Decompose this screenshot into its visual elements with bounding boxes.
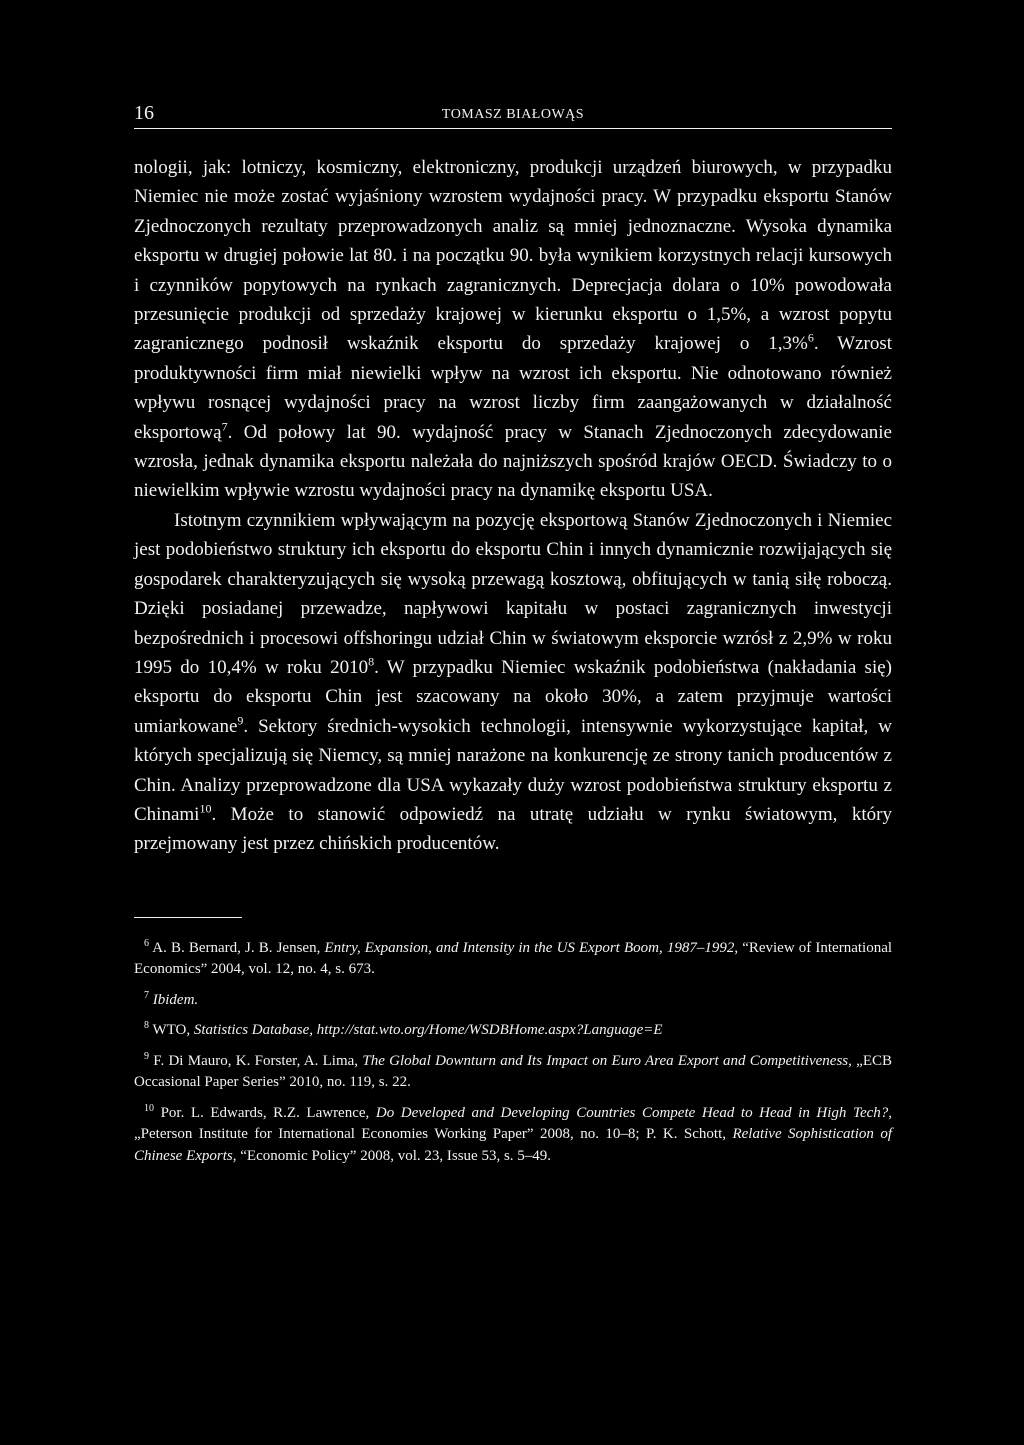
paragraph-2	[134, 506, 892, 859]
footnote-ref-9: 9	[237, 713, 244, 728]
footnote-text: WTO,	[152, 1022, 194, 1039]
footnote-title: Relative Sophistication of Chinese Exports	[134, 1126, 892, 1164]
footnote-text: A. B. Bernard, J. B. Jensen,	[152, 939, 325, 956]
footnote-8	[134, 1020, 892, 1042]
footnote-number: 8	[144, 1020, 149, 1032]
paragraph-2-text-2: . W przypadku Niemiec wskaźnik podobieństwa (nakładania się) eksportu do eksportu Chin jest szacowany na około 30%, a zatem przyjmuje wartości umiarkowane	[134, 656, 892, 737]
paragraph-1-text-2: . Wzrost produktywności firm miał niewielki wpływ na wzrost ich eksportu. Nie odnotowano również wpływu rosnącej wydajności pracy na wzrost liczby firm zaangażowanych w działalność eksportową	[134, 333, 892, 443]
footnote-ref-8: 8	[368, 654, 375, 669]
book-page	[134, 100, 892, 1176]
page-header	[134, 100, 892, 129]
footnote-number: 9	[144, 1050, 149, 1062]
footnote-9	[134, 1051, 892, 1094]
footnote-6	[134, 938, 892, 981]
running-head: TOMASZ BIAŁOWĄS	[441, 107, 585, 122]
footnote-ref-10: 10	[199, 801, 212, 816]
footnote-text: F. Di Mauro, K. Forster, A. Lima,	[153, 1052, 363, 1069]
footnote-title: Do Developed and Developing Countries Compete Head to Head in High Tech?	[375, 1104, 889, 1121]
footnote-separator	[134, 917, 242, 918]
footnote-ref-7: 7	[221, 419, 228, 434]
footnote-7	[134, 990, 892, 1012]
footnote-number: 6	[144, 937, 149, 949]
footnote-number: 10	[144, 1102, 154, 1114]
paragraph-1-text-1: nologii, jak: lotniczy, kosmiczny, elektroniczny, produkcji urządzeń biurowych, w przypadku Niemiec nie może zostać wyjaśniony wzrostem wydajności pracy. W przypadku eksportu Stanów Zjednoczonych rezultaty przeprowadzonych analiz są mniej jednoznaczne. Wysoka dynamika eksportu w drugiej połowie lat 80. i na początku 90. była wynikiem korzystnych relacji kursowych i czynników popytowych na rynkach zagranicznych. Deprecjacja dolara o 10% powodowała przesunięcie produkcji od sprzedaży krajowej w kierunku eksportu o 1,5%, a wzrost popytu zagranicznego podnosił wskaźnik eksportu do sprzedaży krajowej o 1,3%	[134, 157, 892, 355]
footnote-10	[134, 1103, 892, 1168]
paragraph-1-text-3: . Od połowy lat 90. wydajność pracy w Stanach Zjednoczonych zdecydowanie wzrosła, jednak dynamika eksportu należała do najniższych spośród krajów OECD. Świadczy to o niewielkim wpływie wzrostu wydajności pracy na dynamikę eksportu USA.	[134, 421, 892, 502]
footnote-text: , “Economic Policy” 2008, vol. 23, Issue 53, s. 5–49.	[232, 1147, 552, 1164]
footnote-title: Ibidem.	[152, 991, 199, 1008]
footnote-number: 7	[144, 989, 149, 1001]
footnote-text: , “Review of International Economics” 2004, vol. 12, no. 4, s. 673.	[134, 939, 893, 978]
footnote-text: Por. L. Edwards, R.Z. Lawrence,	[160, 1104, 376, 1121]
paragraph-1	[134, 153, 892, 506]
paragraph-2-text-4: . Może to stanowić odpowiedź na utratę udziału w rynku światowym, który przejmowany jest przez chińskich producentów.	[134, 803, 892, 855]
footnote-text: , „Peterson Institute for International Economies Working Paper” 2008, no. 10–8; P. K. Schott,	[134, 1104, 893, 1143]
footnote-text: , „ECB Occasional Paper Series” 2010, no. 119, s. 22.	[134, 1052, 892, 1091]
footnote-ref-6: 6	[807, 331, 814, 346]
page-number: 16	[134, 102, 154, 124]
main-text	[134, 153, 892, 859]
paragraph-2-text-1: Istotnym czynnikiem wpływającym na pozycję eksportową Stanów Zjednoczonych i Niemiec jest podobieństwo struktury ich eksportu do eksportu Chin i innych dynamicznie rozwijających się gospodarek charakteryzujących się wysoką przewagą kosztową, obfitujących w tanią siłę roboczą. Dzięki posiadanej przewadze, napływowi kapitału w postaci zagranicznych inwestycji bezpośrednich i procesowi offshoringu udział Chin w światowym eksporcie wzrósł z 2,9% w roku 1995 do 10,4% w roku 2010	[134, 509, 892, 678]
footnote-title: The Global Downturn and Its Impact on Euro Area Export and Competitiveness	[362, 1052, 849, 1069]
paragraph-2-text-3: . Sektory średnich-wysokich technologii, intensywnie wykorzystujące kapitał, w których specjalizują się Niemcy, są mniej narażone na konkurencję ze strony tanich producentów z Chin. Analizy przeprowadzone dla USA wykazały duży wzrost podobieństwa struktury eksportu z Chinami	[134, 715, 892, 825]
footnote-title: Statistics Database, http://stat.wto.org/Home/WSDBHome.aspx?Language=E	[193, 1022, 663, 1039]
footnote-title: Entry, Expansion, and Intensity in the US Export Boom, 1987–1992	[324, 939, 735, 956]
footnotes	[134, 938, 892, 1168]
